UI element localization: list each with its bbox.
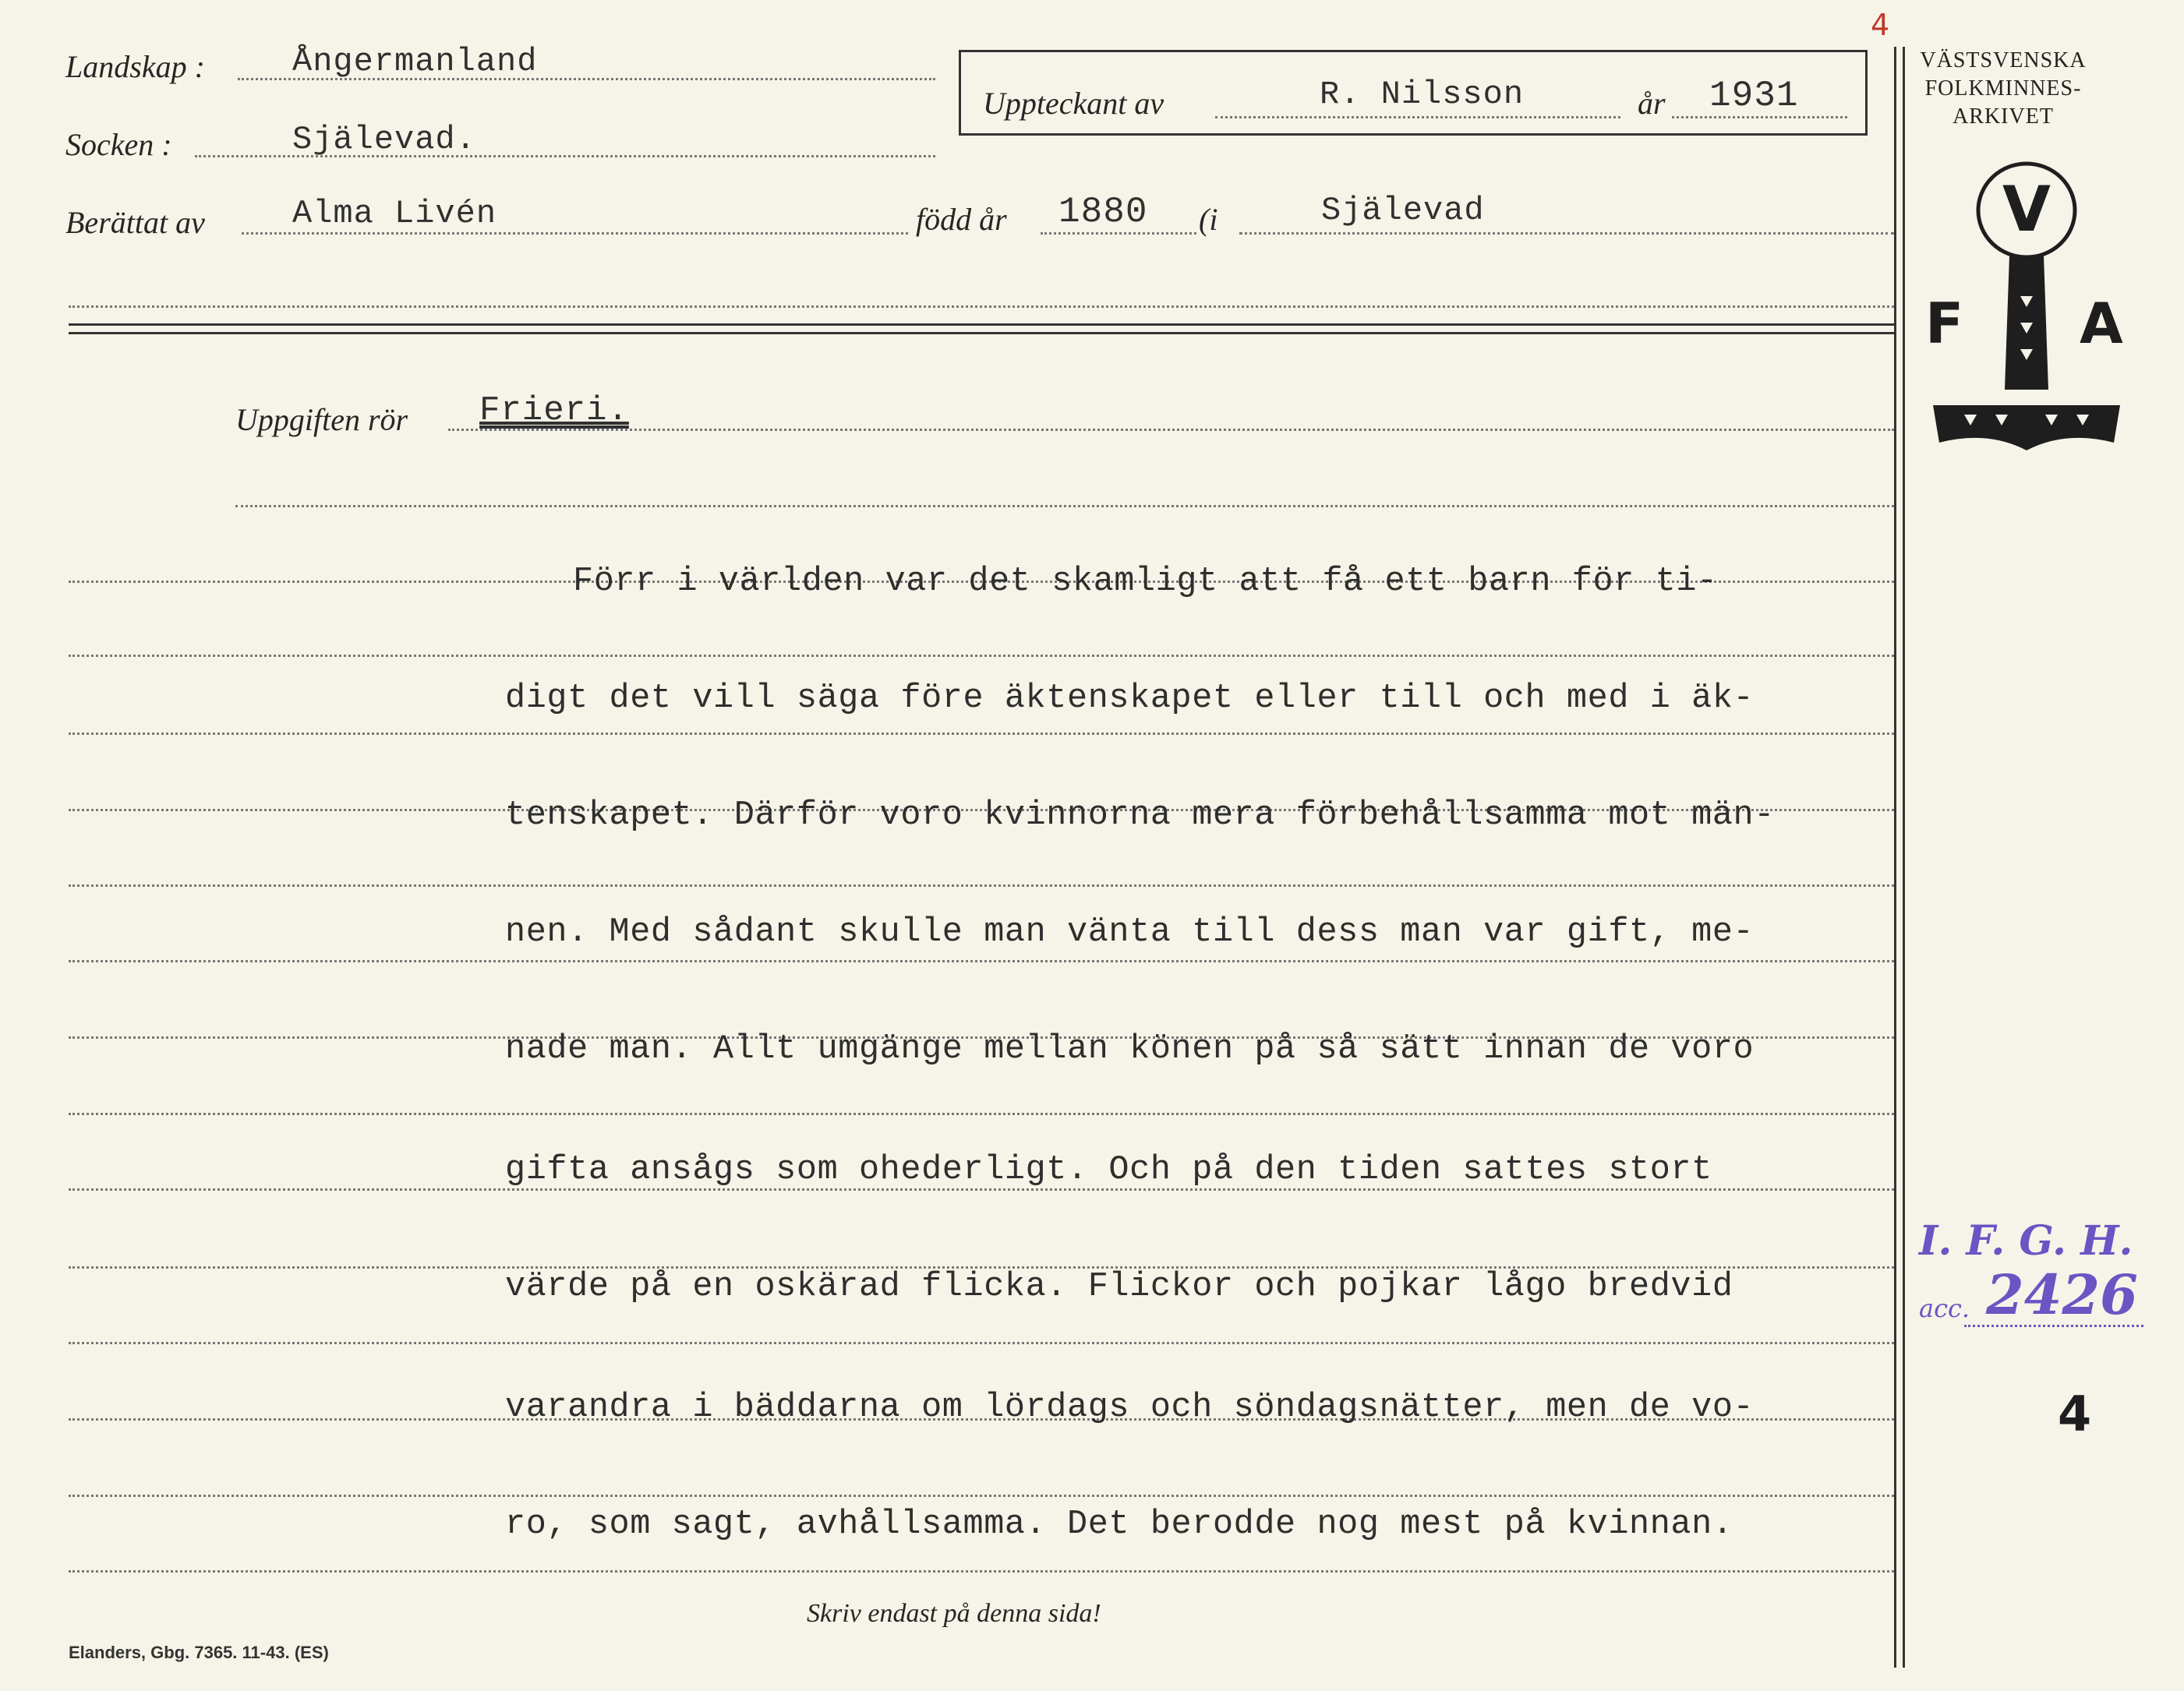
stamp-acc-prefix: acc. xyxy=(1919,1294,1970,1323)
stamp-org: I. F. G. H. xyxy=(1919,1217,2133,1265)
footer-instruction: Skriv endast på denna sida! xyxy=(807,1599,1101,1628)
landskap-value: Ångermanland xyxy=(292,43,538,80)
stamp-acc-line xyxy=(1964,1325,2143,1327)
socken-label: Socken : xyxy=(65,127,172,162)
ar-label: år xyxy=(1638,86,1666,121)
writing-line xyxy=(69,1342,1894,1344)
printer-imprint: Elanders, Gbg. 7365. 11-43. (ES) xyxy=(69,1643,329,1662)
writing-line xyxy=(69,960,1894,962)
fodd-label: född år xyxy=(916,202,1007,237)
blank-header-line xyxy=(69,305,1894,308)
archive-title xyxy=(1871,47,2136,131)
berattat-label: Berättat av xyxy=(65,205,205,240)
header-rule-bottom xyxy=(69,332,1896,334)
page-number: 4 xyxy=(2058,1386,2092,1442)
margin-rule-left xyxy=(1894,47,1896,1668)
hammer-head xyxy=(1933,405,2120,450)
logo-letter-v: V xyxy=(2002,173,2051,245)
body-text-line: nen. Med sådant skulle man vänta till dess man var gift, me- xyxy=(505,913,1755,951)
body-text-line: ro, som sagt, avhållsamma. Det berodde nog mest på kvinnan. xyxy=(505,1506,1733,1544)
landskap-label: Landskap : xyxy=(65,49,205,84)
fodd-place: Själevad xyxy=(1321,192,1485,229)
body-text-line: varandra i bäddarna om lördags och söndagsnätter, men de vo- xyxy=(505,1389,1755,1427)
subject-label: Uppgiften rör xyxy=(235,402,408,437)
writing-line xyxy=(69,655,1894,657)
ar-value: 1931 xyxy=(1709,76,1799,116)
archive-title-line: VÄSTSVENSKA xyxy=(1920,48,2087,72)
fodd-value: 1880 xyxy=(1058,192,1148,232)
berattat-line xyxy=(242,232,908,235)
writing-line xyxy=(69,1570,1894,1573)
header-rule-top xyxy=(69,323,1896,326)
fodd-line xyxy=(1041,232,1196,235)
body-text-line: värde på en oskärad flicka. Flickor och pojkar lågo bredvid xyxy=(505,1268,1733,1306)
subject-line xyxy=(448,429,1894,431)
berattat-value: Alma Livén xyxy=(292,195,497,232)
corner-mark: 4 xyxy=(1871,8,1890,42)
body-text-line: gifta ansågs som ohederligt. Och på den tiden sattes stort xyxy=(505,1151,1712,1189)
archive-title-line: FOLKMINNES- xyxy=(1924,76,2082,101)
body-text-line: digt det vill säga före äktenskapet eller till och med i äk- xyxy=(505,680,1755,718)
logo-letter-a: A xyxy=(2080,291,2123,356)
writing-line xyxy=(69,884,1894,887)
subject-value: Frieri. xyxy=(479,391,629,430)
socken-value: Själevad. xyxy=(292,121,476,158)
body-text-line: Förr i världen var det skamligt att få ett barn för ti- xyxy=(573,563,1718,601)
uppteckn-value: R. Nilsson xyxy=(1320,76,1525,113)
fodd-place-line xyxy=(1239,232,1894,235)
archive-logo-icon xyxy=(1917,156,2136,483)
body-text-line: nade man. Allt umgänge mellan könen på så sätt innan de voro xyxy=(505,1030,1755,1068)
body-text-line: tenskapet. Därför voro kvinnorna mera förbehållsamma mot män- xyxy=(505,796,1775,835)
logo-letter-f: F xyxy=(1925,291,1964,356)
ar-line xyxy=(1672,116,1847,118)
writing-line xyxy=(69,1113,1894,1115)
writing-line xyxy=(69,733,1894,735)
uppteckn-line xyxy=(1215,116,1620,118)
subject-line-2 xyxy=(235,505,1894,507)
recorder-box xyxy=(959,50,1868,136)
fodd-i-label: (i xyxy=(1199,202,1218,237)
writing-line xyxy=(69,1495,1894,1497)
margin-rule-right xyxy=(1903,47,1905,1668)
stamp-acc-number: 2426 xyxy=(1986,1262,2138,1327)
uppteckn-label: Uppteckant av xyxy=(983,86,1164,121)
archive-title-line: ARKIVET xyxy=(1953,104,2054,129)
